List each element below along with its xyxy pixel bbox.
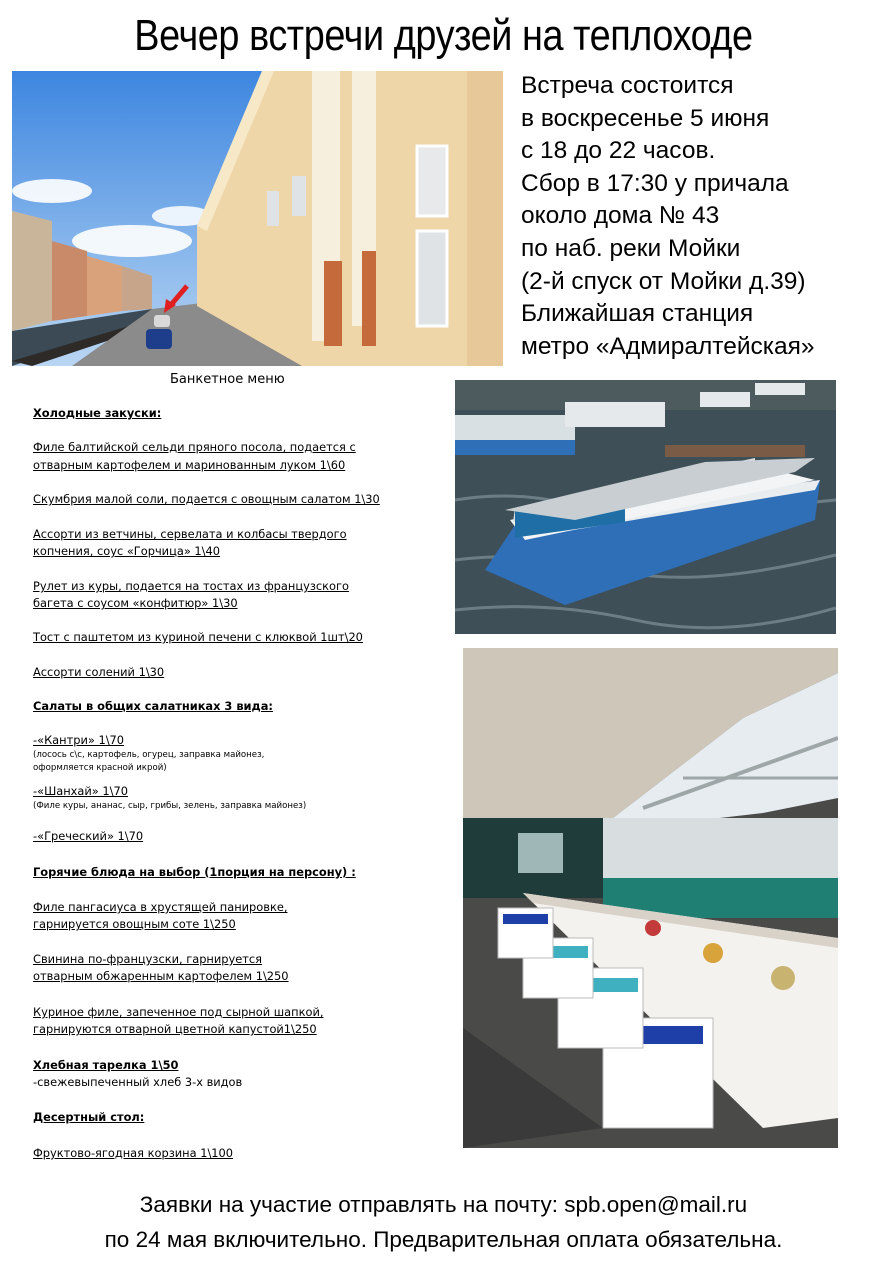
page-title: Вечер встречи друзей на теплоходе (134, 11, 753, 60)
menu-section-heading: Горячие блюда на выбор (1порция на персону) : (33, 865, 356, 879)
info-line: по наб. реки Мойки (521, 234, 741, 262)
menu-item: -свежевыпеченный хлеб 3-х видов (33, 1075, 243, 1089)
menu-section-heading: Салаты в общих салатниках 3 вида: (33, 699, 273, 713)
menu-item: -«Греческий» 1\70 (33, 829, 144, 843)
interior-illustration (463, 648, 838, 1148)
menu-item-note: (лосось с\с, картофель, огурец, заправка майонез, (33, 750, 265, 760)
menu-item: отварным обжаренным картофелем 1\250 (33, 969, 289, 983)
embankment-photo (12, 71, 503, 366)
menu-section-heading: Десертный стол: (33, 1110, 145, 1124)
event-info (521, 70, 883, 363)
interior-photo (463, 648, 838, 1148)
menu-item: Тост с паштетом из куриной печени с клюквой 1шт\20 (33, 630, 363, 644)
menu-item: Филе пангасиуса в хрустящей панировке, (33, 900, 288, 914)
info-line: Ближайшая станция (521, 300, 754, 328)
menu-item: багета с соусом «конфитюр» 1\30 (33, 596, 238, 610)
info-line: Сбор в 17:30 у причала (521, 169, 789, 197)
info-line: метро «Адмиралтейская» (521, 332, 815, 360)
info-line: с 18 до 22 часов. (521, 137, 716, 165)
boat-photo (455, 380, 836, 634)
info-line: около дома № 43 (521, 202, 720, 230)
menu-item-note: оформляется красной икрой) (33, 763, 167, 773)
menu-item: Фруктово-ягодная корзина 1\100 (33, 1146, 234, 1160)
menu-item: копчения, соус «Горчица» 1\40 (33, 544, 220, 558)
menu-item-note: (Филе куры, ананас, сыр, грибы, зелень, заправка майонез) (33, 801, 307, 811)
menu-item: Ассорти солений 1\30 (33, 665, 165, 679)
footer-line: Заявки на участие отправлять на почту: spb.open@mail.ru (139, 1192, 748, 1217)
menu-item: Скумбрия малой соли, подается с овощным салатом 1\30 (33, 492, 380, 506)
menu-title: Банкетное меню (170, 372, 285, 387)
menu-item: гарнируется овощным соте 1\250 (33, 917, 236, 931)
menu-section-heading: Хлебная тарелка 1\50 (33, 1058, 179, 1072)
info-line: (2-й спуск от Мойки д.39) (521, 267, 806, 295)
info-line: Встреча состоится (521, 72, 734, 99)
menu-item: Рулет из куры, подается на тостах из французского (33, 579, 349, 593)
menu-item: Ассорти из ветчины, сервелата и колбасы твердого (33, 527, 347, 541)
menu-item: -«Кантри» 1\70 (33, 733, 125, 747)
menu-item: Куриное филе, запеченное под сырной шапкой, (33, 1005, 324, 1019)
menu-item: Свинина по-французски, гарнируется (33, 952, 263, 966)
embankment-illustration (12, 71, 503, 366)
menu-item: отварным картофелем и маринованным луком 1\60 (33, 458, 346, 472)
menu-section-heading: Холодные закуски: (33, 406, 162, 420)
info-line: в воскресенье 5 июня (521, 104, 770, 132)
boat-illustration (455, 380, 836, 634)
footer-line: по 24 мая включительно. Предварительная оплата обязательна. (104, 1227, 783, 1252)
menu-item: гарнируются отварной цветной капустой1\250 (33, 1022, 317, 1036)
menu-item: -«Шанхай» 1\70 (33, 784, 128, 798)
menu-item: Филе балтийской сельди пряного посола, подается с (33, 440, 356, 454)
